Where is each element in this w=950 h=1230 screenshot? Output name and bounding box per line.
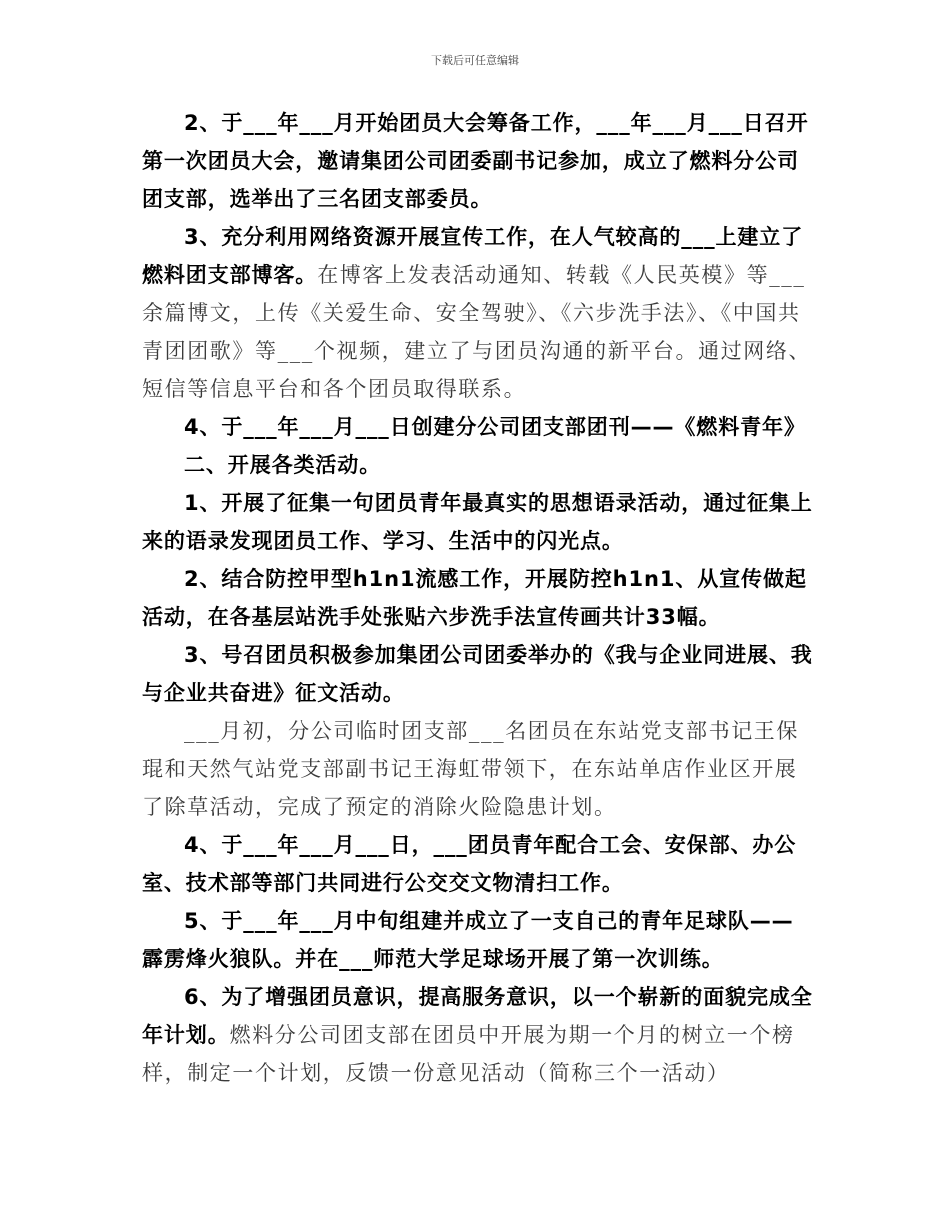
paragraph-10-bold: 5、于___年___月中旬组建并成立了一支自己的青年足球队——霹雳烽火狼队。并在___师范大学足球场开展了第一次训练。	[142, 909, 794, 971]
paragraph-5	[142, 484, 814, 560]
document-body	[142, 104, 814, 1092]
paragraph-7-bold: 3、号召团员积极参加集团公司团委举办的《我与企业同进展、我与企业共奋进》征文活动。	[142, 643, 813, 705]
paragraph-11	[142, 978, 814, 1092]
paragraph-10	[142, 902, 814, 978]
paragraph-1-bold: 2、于___年___月开始团员大会筹备工作，___年___月___日召开第一次团员大会，邀请集团公司团委副书记参加，成立了燃料分公司团支部，选举出了三名团支部委员。	[142, 111, 809, 211]
page-header: 下载后可任意编辑	[431, 54, 519, 67]
paragraph-6	[142, 560, 814, 636]
paragraph-2	[142, 218, 814, 408]
paragraph-8	[142, 712, 814, 826]
paragraph-8-normal: ___月初，分公司临时团支部___名团员在东站党支部书记王保琨和天然气站党支部副书记王海虹带领下，在东站单店作业区开展了除草活动，完成了预定的消除火险隐患计划。	[142, 719, 799, 819]
paragraph-3	[142, 408, 814, 446]
paragraph-1	[142, 104, 814, 218]
paragraph-2-bold: 3、充分利用网络资源开展宣传工作，在人气较高的___上建立了燃料团支部博客。	[142, 225, 804, 287]
paragraph-11-bold: 6、为了增强团员意识，提高服务意识，以一个崭新的面貌完成全年计划。	[142, 985, 813, 1047]
paragraph-9-bold: 4、于___年___月___日，___团员青年配合工会、安保部、办公室、技术部等部门共同进行公交交文物清扫工作。	[142, 833, 797, 895]
paragraph-9	[142, 826, 814, 902]
paragraph-2-normal: 在博客上发表活动通知、转载《人民英模》等___余篇博文，上传《关爱生命、安全驾驶》、《六步洗手法》、《中国共青团团歌》等___个视频，建立了与团员沟通的新平台。通过网络、短信等信息平台和各个团员取得联系。	[142, 263, 812, 401]
paragraph-11-normal: 燃料分公司团支部在团员中开展为期一个月的树立一个榜样，制定一个计划，反馈一份意见活动（简称三个一活动）	[142, 1023, 795, 1085]
paragraph-7	[142, 636, 814, 712]
paragraph-6-bold: 2、结合防控甲型h1n1流感工作，开展防控h1n1、从宣传做起活动，在各基层站洗手处张贴六步洗手法宣传画共计33幅。	[142, 567, 807, 629]
paragraph-5-bold: 1、开展了征集一句团员青年最真实的思想语录活动，通过征集上来的语录发现团员工作、学习、生活中的闪光点。	[142, 491, 813, 553]
section-heading-text: 二、开展各类活动。	[184, 453, 382, 477]
paragraph-3-bold: 4、于___年___月___日创建分公司团支部团刊——《燃料青年》	[184, 415, 806, 439]
section-heading	[142, 446, 814, 484]
